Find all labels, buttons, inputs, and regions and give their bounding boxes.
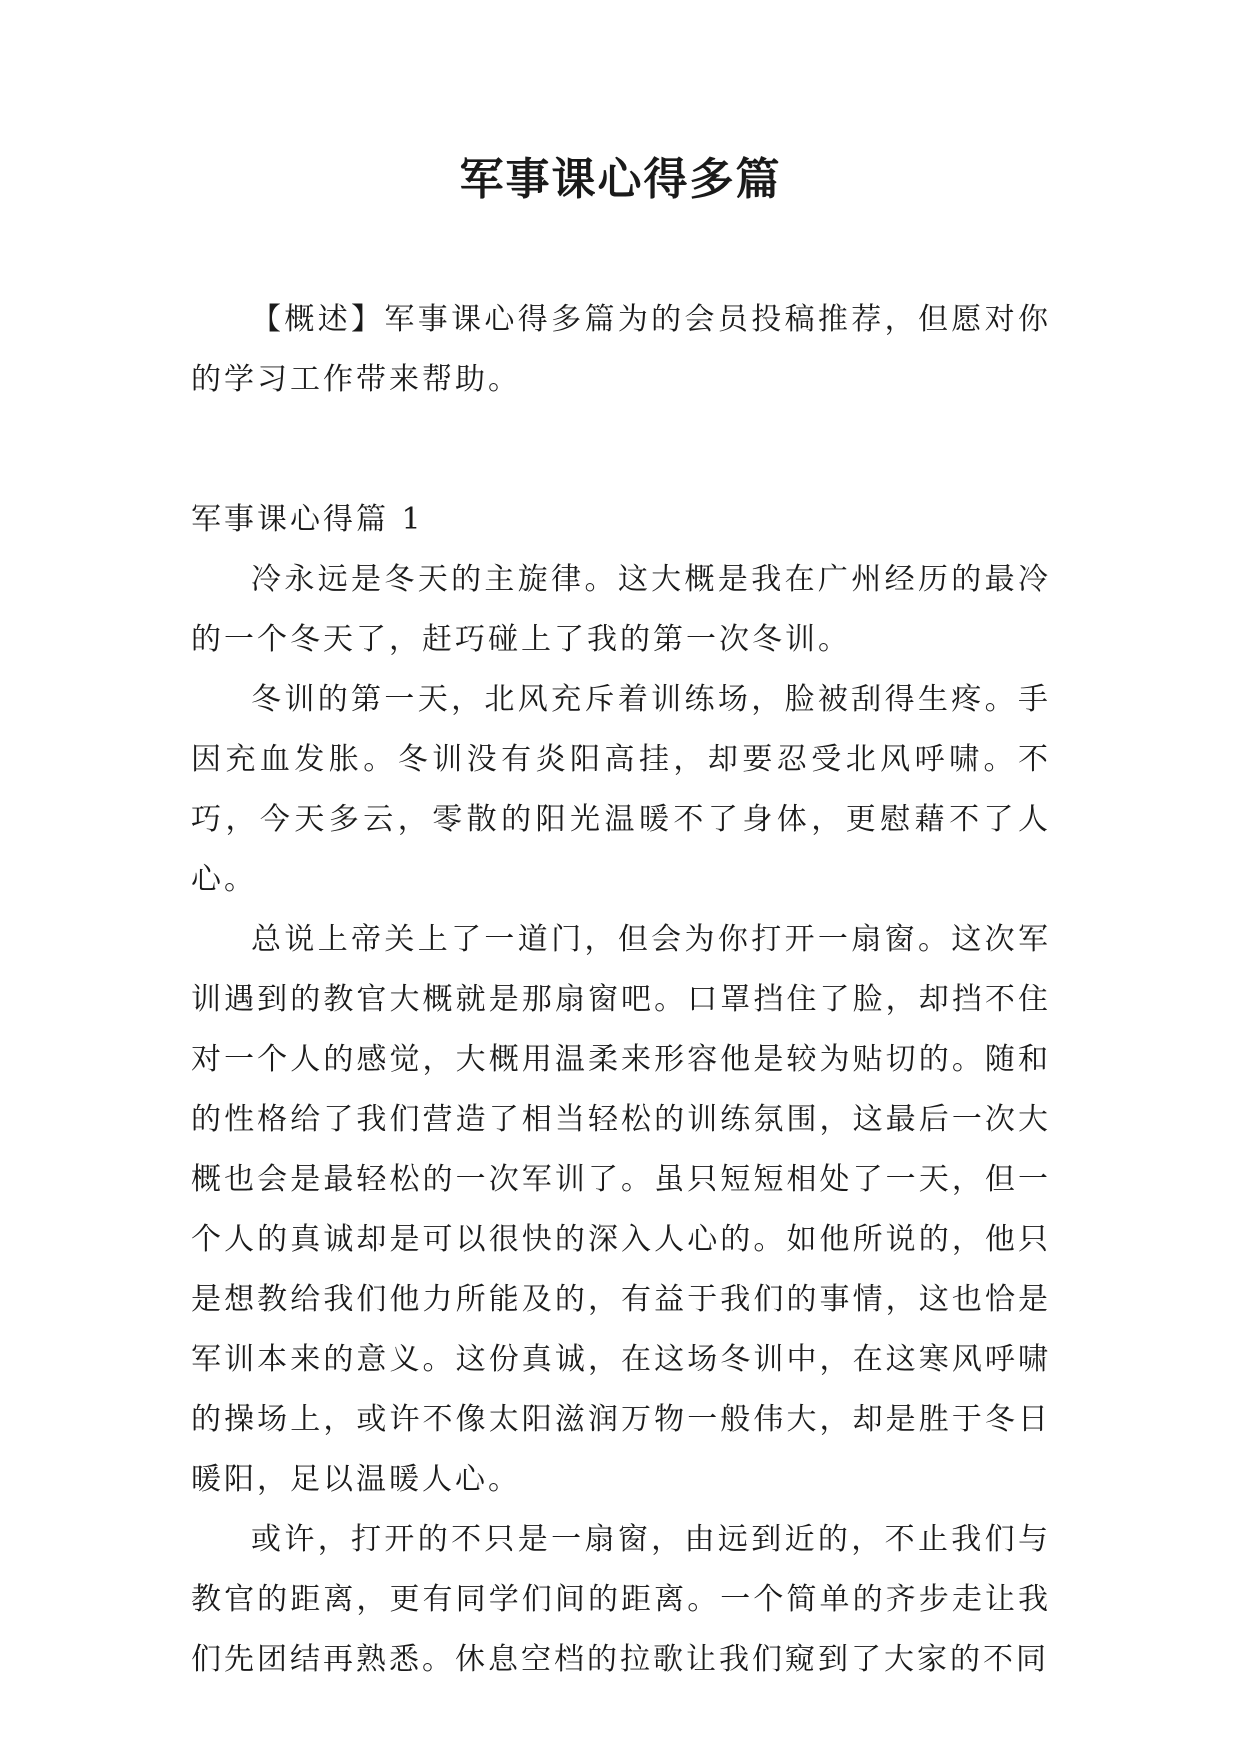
body-paragraph: 冷永远是冬天的主旋律。这大概是我在广州经历的最冷的一个冬天了，赶巧碰上了我的第一次冬训。	[191, 562, 1051, 657]
body-paragraph: 冬训的第一天，北风充斥着训练场，脸被刮得生疼。手因充血发胀。冬训没有炎阳高挂，却要忍受北风呼啸。不巧，今天多云，零散的阳光温暖不了身体，更慰藉不了人心。	[191, 682, 1051, 897]
spacer	[191, 410, 1051, 490]
document-title: 军事课心得多篇	[459, 154, 782, 205]
document-body	[191, 290, 1051, 1690]
section-heading: 军事课心得篇 1	[191, 502, 424, 537]
body-paragraph: 或许，打开的不只是一扇窗，由远到近的，不止我们与教官的距离，更有同学们间的距离。一个简单的齐步走让我们先团结再熟悉。休息空档的拉歌让我们窥到了大家的不同	[191, 1522, 1051, 1677]
summary-paragraph: 【概述】军事课心得多篇为的会员投稿推荐，但愿对你的学习工作带来帮助。	[191, 302, 1051, 397]
body-paragraph: 总说上帝关上了一道门，但会为你打开一扇窗。这次军训遇到的教官大概就是那扇窗吧。口罩挡住了脸，却挡不住对一个人的感觉，大概用温柔来形容他是较为贴切的。随和的性格给了我们营造了相当轻松的训练氛围，这最后一次大概也会是最轻松的一次军训了。虽只短短相处了一天，但一个人的真诚却是可以很快的深入人心的。如他所说的，他只是想教给我们他力所能及的，有益于我们的事情，这也恰是军训本来的意义。这份真诚，在这场冬训中，在这寒风呼啸的操场上，或许不像太阳滋润万物一般伟大，却是胜于冬日暖阳，足以温暖人心。	[191, 922, 1051, 1497]
